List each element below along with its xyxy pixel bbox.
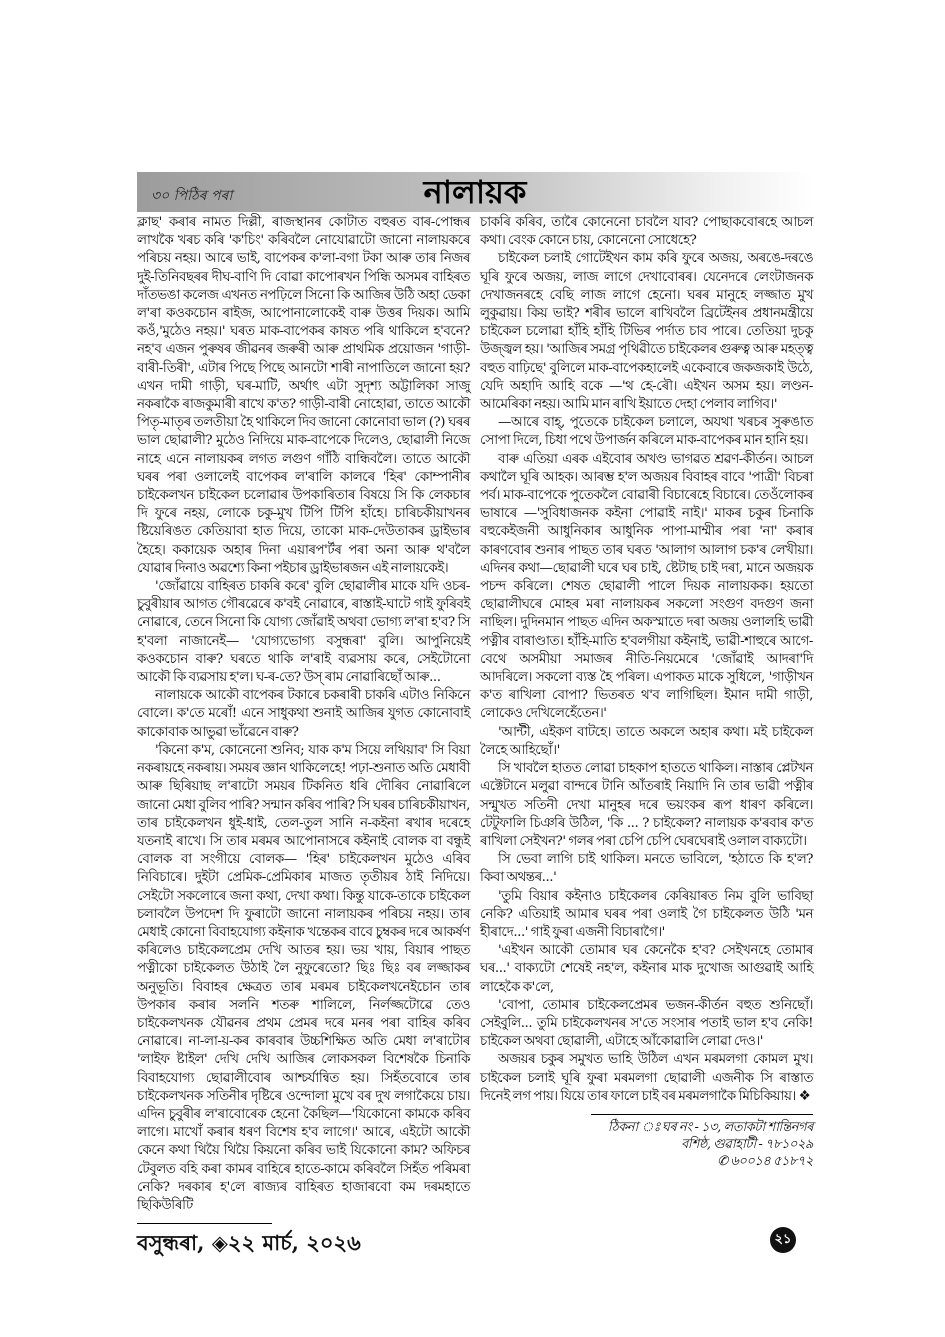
page-footer [137, 1223, 813, 1256]
continued-from-label: ৩০ পিঠিৰ পৰা [151, 188, 233, 204]
paragraph: সি খাবলৈ হাতত লোৱা চাহকাপ হাততে থাকিল। নাস্তাৰ প্লেটখন এক্টেটানে মলুৱা বান্দৰে টানি আঁতৰাই নিয়াদি নি তাৰ ভাৱী পত্নীৰ সন্মুখত সতিনী দেখা মানুহৰ দৰে ভয়ংকৰ ৰূপ ধাৰণ কৰিলে। টেটুফালি চিঞৰি উঠিল, 'কি ... ? চাইকেল? নালায়ক ক'ৰবাৰ ক'ত ৰাখিলা সেইখন?' গলৰ পৰা চেপি চেপি ঘেৰঘেৰাই ওলাল বাক্যটো। [480, 761, 813, 849]
footer-publication: বসুন্ধৰা, ◈২২ মাৰ্চ, ২০২৬ [137, 1230, 361, 1256]
page-number: ২১ [770, 1227, 796, 1253]
paragraph: 'বোপা, তোমাৰ চাইকেলপ্ৰেমৰ ভজন-কীৰ্তন বহুত শুনিছোঁ। সেইবুলি... তুমি চাইকেলখনৰ স'তে সংসাৰ পতাই ভাল হ'ব নেকি! চাইকেল অথবা ছোৱালী, এটাহে আঁকোৱালি লোৱা দেও।' [480, 997, 813, 1050]
article-body [137, 214, 813, 1215]
paragraph: 'তুমি বিয়াৰ কইনাও চাইকেলৰ কেৰিয়াৰত নিম বুলি ভাবিছা নেকি? এতিয়াই আমাৰ ঘৰৰ পৰা ওলাই গৈ চাইকেলত উঠি 'মন হীৰাদে...' গাই ফুৰা এজনী বিচাৰাগৈ।' [480, 888, 813, 940]
left-column [137, 214, 470, 1215]
right-column [480, 214, 813, 1215]
paragraph: 'কিনো ক'ম, কোনেনো শুনিব; যাক ক'ম সিয়ে লথিয়াব' সি বিয়া নকৰায়হে নকৰায়। সময়ৰ জ্ঞান থাকিলেহে! পঢ়া-শুনাত অতি মেধাবী আৰু ছিৰিয়াছ ল'ৰাটো সময়ৰ টিকনিত ধৰি দৌৰিব নোৱাৰিলে জানো মেধা বুলিব পাৰি? সন্মান কৰিব পাৰি? সি ঘৰৰ চাৰিচকীয়াখন, তাৰ চাইকেলখন ধুই-ধাই, তেল-তুল সানি ন-কইনা ৰখাৰ দৰেহে যতনাই ৰাখে। সি তাৰ মৰমৰ আপোনাসৰে কইনাই বোলক বা বন্ধুই বোলক বা সংগীয়ে বোলক— 'হিৰ' চাইকেলখন মুঠেও এৰিব নিবিচাৰে। দুইটা প্ৰেমিক-প্ৰেমিকাৰ মাজত তৃতীয়ৰ ঠাই নিদিয়ে। সেইটো সকলোৰে জনা কথা, দেখা কথা। কিন্তু যাকে-তাকে চাইকেল চলাবলৈ উপদেশ দি ফুৰাটো জানো নালায়কৰ পৰিচয় নহয়। তাৰ মেধাই কোনো বিবাহযোগ্য কইনাক খন্তেকৰ বাবে চুম্বকৰ দৰে আকৰ্ষণ কৰিলেও চাইকেলপ্ৰেম দেখি আতৰ হয়। ভয় খায়, বিয়াৰ পাছত পত্নীকো চাইকেলত উঠাই লৈ নুফুৰেতো? ছিঃ ছিঃ বৰ লজ্জাকৰ অনুভূতি। বিবাহৰ ক্ষেত্ৰত তাৰ মৰমৰ চাইকেলখনেইচোন তাৰ উপকাৰ কৰাৰ সলনি শতৰু শালিলে, নিৰ্লজ্জটোৱে তেও চাইকেলখনক যৌৱনৰ প্ৰথম প্ৰেমৰ দৰে মনৰ পৰা বাহিৰ কৰিব নোৱাৰে। না-লা-য়-কৰ কাৰবাৰ উচ্চশিক্ষিত অতি মেধা ল'ৰাটোৰ 'লাইফ ষ্টাইল' দেখি দেখি আজিৰ লোকসকল বিশেষকৈ চিনাকি বিবাহযোগ্য ছোৱালীবোৰ আশ্চৰ্যান্বিত হয়। সিহঁতবোৰে তাৰ চাইকেলখনক সতিনীৰ দৃষ্টিৰে ওন্দোলা মুখে বৰ দুখ লগাকৈয়ে চায়। এদিন চুবুৰীৰ ল'ৰাবোৰেক হেনো কৈছিল—'যিকোনো কামকে কৰিব লাগে। মাখোঁ কৰাৰ ধৰণ বিশেষ হ'ব লাগে।' আৰে, এইটো আকৌ কেনে কথা থিয়ৈ থিয়ৈ কিয়নো কৰিব ভাই যিকোনো কাম? অফিচৰ টেবুলত বহি কৰা কামৰ বাহিৰে হাতে-কামে কৰিবলৈ সিহঁত পৰিমৰা নেকি? দৰকাৰ হ'লে ৰাজ্যৰ বাহিৰত হাজাৰবো কম দৰমহাতে ছিকিউৰিটি [137, 742, 470, 1213]
paragraph: 'জোঁৱায়ে বাহিৰত চাকৰি কৰে' বুলি ছোৱালীৰ মাকে যদি ওচৰ-চুবুৰীয়াৰ আগত গৌৰৱেৰে ক'বই নোৱাৰে, ৰাস্তাই-ঘাটে গাই ফুৰিবই নোৱাৰে, তেনে সিনো কি যোগ্য জোঁৱাই অথবা ভোগ্য ল'ৰা হ'ব? সি হ'বলা নাজানেই— 'যোগ্যভোগ্য বসুন্ধৰা' বুলি। আপুনিয়েই কওকচোন বাৰু? ঘৰতে থাকি ল'ৰাই ব্যৱসায় কৰে, সেইটোনো আকৌ কি ব্যৱসায় হ'ল। ঘ-ৰ-তে? উস্ ৰাম নোৱাৰিছোঁ আৰু... [137, 579, 470, 686]
address-line: বশিষ্ঠ, গুৱাহাটী - ৭৮১০২৯ [681, 1136, 813, 1152]
address-line: ঠিকনা ঃ ঘৰ নং - ১৩, লতাকটা শান্তিনগৰ [607, 1119, 813, 1135]
address-divider [591, 1114, 813, 1115]
paragraph: নালায়কে আকৌ বাপেকৰ টকাৰে চকৰাৰী চাকৰি এটাও নিকিনে বোলে। ক'তে মৰোঁ! এনে সাধুকথা শুনাই আজিৰ যুগত কোনোবাই কাকোবাক আভুৱা ভাঁৱেনে বাৰু? [137, 688, 470, 740]
paragraph: অজয়ৰ চকুৰ সমুখত ভাহি উঠিল এখন মৰমলগা কোমল মুখ। চাইকেল চলাই ঘূৰি ফুৰা মৰমলগা ছোৱালী এজনীক সি ৰাস্তাত দিনেই লগ পায়। যিয়ে তাৰ ফালে চাই বৰ মৰমলগাকৈ মিচিকিয়ায়। ❖ [480, 1052, 813, 1104]
paragraph: ক্লাছ' কৰাৰ নামত দিল্লী, ৰাজস্থানৰ কোটাত বহুৰত বাৰ-পোন্ধৰ লাখকৈ খৰচ কৰি 'ক'চিং' কৰিবলৈ নোযোৱাটো জানো নালায়কৰে পৰিচয় নহয়। আৰে ভাই, বাপেকৰ ক'লা-বগা টকা আৰু তাৰ নিজৰ দুই-তিনিবছৰৰ দীঘ-বাণি দি বোৱা কাপোৰখন পিন্ধি অসমৰ বাহিৰত দাঁতভঙা কলেজ এখনত নপঢ়িলে সিনো কি আজিৰ উঠি অহা ডেকা ল'ৰা কওকচোন ৰাইজ, আপোনালোকেই বাৰু উত্তৰ দিয়ক। আমি কওঁ,'মুঠেও নহয়।' ঘৰত মাক-বাপেকৰ কাষত পৰি থাকিলে হ'বনে? নহ'ব এজন পুৰুষৰ জীৱনৰ জৰুৰী আৰু প্ৰাথমিক প্ৰয়োজন 'গাড়ী-বাৰী-তিৰী', এটাৰ পিছে পিছে আনটো শাৰী নাপাতিলে জানো হয়? এখন দামী গাড়ী, ঘৰ-মাটি, অৰ্থাৎ এটা সুদৃশ্য অট্টালিকা সাজু নকৰাকৈ ৰাজকুমাৰী ৰাখে ক'ত? গাড়ী-বাৰী নোহোৱা, তাতে আকৌ পিতৃ-মাতৃৰ তলতীয়া হৈ থাকিলে দিব জানো কোনোবা ভাল (?) ঘৰৰ ভাল ছোৱালী? মুঠেও নিদিয়ে মাক-বাপেকে দিলেও, ছোৱালী নিজে নাহে এনে নালায়কৰ লগত লগুণ গাঁঠি বান্ধিবলৈ। তাতে আকৌ ঘৰৰ পৰা ওলালেই বাপেকৰ ল'ৰালি কালৰে 'হিৰ' কোম্পানীৰ চাইকেলখন চাইকেল চলোৱাৰ উপকাৰিতাৰ বিষয়ে সি কি লেকচাৰ দি ফুৰে নহয়, লোকে চকু-মুখ টিপি টিপি হাঁহে। চাৰিচকীয়াখনৰ ষ্টিয়েৰিঙত কেতিয়াবা হাত দিয়ে, তাকো মাক-দেউতাকৰ ড্ৰাইভাৰ হৈহে। ককায়েক অহাৰ দিনা এয়াৰপ'ৰ্টৰ পৰা অনা আৰু থ'বলৈ যোৱাৰ দিনাও অৱশ্যে কিনা পইচাৰ ড্ৰাইভাৰজন এই নালায়কেই। [137, 215, 470, 576]
paragraph: সি ভেবা লাগি চাই থাকিল। মনতে ভাবিলে, 'হঠাতে কি হ'ল? কিবা অথন্তৰ...' [480, 852, 813, 886]
paragraph: চাকৰি কৰিব, তাৰৈ কোনেনো চাবলৈ যাব? পোছাকবোৰহে আচল কথা। বেংক কোনে চায়, কোনেনো সোধেহে? [480, 215, 813, 249]
paragraph: চাইকেল চলাই গোটেইখন কাম কৰি ফুৰে অজয়, অৰঙে-দৰঙে ঘূৰি ফুৰে অজয়, লাজ লাগে দেখাবোৰৰ। যেনেদৰে লেংটাজনক দেখাজনৰহে বেছি লাজ লাগে হেনো। ঘৰৰ মানুহে লজ্জাত মুখ লুকুৱায়। কিয় ভাই? শৰীৰ ভালে ৰাখিবলৈ ব্ৰিটেইনৰ প্ৰধানমন্ত্ৰীয়ে চাইকেল চলোৱা হাঁহি হাঁহি টিভিৰ পৰ্দাত চাব পাৰে। তেতিয়া দুচকু উজ্জ্বল হয়। 'আজিৰ সমগ্ৰ পৃথিৱীতে চাইকেলৰ গুৰুত্ব আৰু মহত্ত্ব বহুত বাঢ়িছে' বুলিলে মাক-বাপেকহালেই একেবাৰে জকজকাই উঠে, যেদি অহাদি আহি বকে —'থ হে-ৰৌ। এইখন অসম হয়। লণ্ডন-আমেৰিকা নহয়। আমি মান ৰাখি ইয়াতে দেহা পেলাব লাগিব।' [480, 251, 813, 413]
footer-divider [137, 1223, 272, 1224]
article-title: নালায়ক [423, 173, 527, 211]
paragraph: বাৰু এতিয়া এৰক এইবোৰ অখণ্ড ভাগৱত শ্ৰৱণ-কীৰ্তন। আচল কথালৈ ঘূৰি আহক। আৰম্ভ হ'ল অজয়ৰ বিবাহৰ বাবে 'পাত্ৰী' বিচৰা পৰ্ব। মাক-বাপেকে পুতেকলৈ বোৱাৰী বিচাৰেহে বিচাৰে। তেওঁলোকৰ ভাষাৰে —'সুবিধাজনক কইনা পোৱাই নাই।' মাকৰ চকুৰ চিনাকি বহুকেইজনী আধুনিকাৰ আধুনিক পাপা-মাম্মীৰ পৰা 'না' কৰাৰ কাৰণবোৰ শুনাৰ পাছত তাৰ ঘৰত 'আলাগ আলাগ চক'ৰ লেখীয়া। এদিনৰ কথা—ছোৱালী ঘৰে ঘৰ চাই, ষ্টেটাছ চাই দৰা, মানে অজয়ক পচন্দ কৰিলে। শেষত ছোৱালী পালে দিয়ক নালায়কক। হয়তো ছোৱালীঘৰে মোহৰ মৰা নালায়কৰ সকলো সংগুণ বদগুণ জনা নাছিল। দুদিনমান পাছত এদিন অকস্মাতে দৰা অজয় ওলালহি ভাৱী পত্নীৰ বাৰাণ্ডাত। হাঁহি-মাতি হ'বলগীয়া কইনাই, ভাৱী-শাহুৰে আগে-বেথে অসমীয়া সমাজৰ নীতি-নিয়মেৰে 'জোঁৱাই আদৰা'দি আদৰিলে। সকলো ব্যস্ত হৈ পৰিল। এপাকত মাকে সুধিলে, 'গাড়ীখন ক'ত ৰাখিলা বোপা? ভিতৰত থ'ব লাগিছিল। ইমান দামী গাড়ী, লোকেও দেখিলেহেঁতেন।' [480, 451, 813, 722]
paragraph: 'আন্টী, এইকণ বাটহে। তাতে অকলে অহাৰ কথা। মই চাইকেল লৈহে আহিছোঁ।' [480, 724, 813, 758]
article-header [137, 172, 813, 212]
author-address [480, 1119, 813, 1170]
paragraph: —আৰে বাহ্, পুতেকে চাইকেল চলালে, অযথা খৰচৰ সুৰুঙাত সোপা দিলে, চিধা পথে উপাৰ্জন কৰিলে মাক-বাপেকৰ মান হানি হয়। [480, 415, 813, 449]
address-phone: ✆ ৬০০১৪ ৫১৮৭২ [717, 1153, 813, 1169]
paragraph: 'এইখন আকৌ তোমাৰ ঘৰ কেনেকৈ হ'ব? সেইখনহে তোমাৰ ঘৰ...' বাক্যটো শেষেই নহ'ল, কইনাৰ মাক দুখোজ আগুৱাই আহি লাহেকৈ ক'লে, [480, 943, 813, 995]
